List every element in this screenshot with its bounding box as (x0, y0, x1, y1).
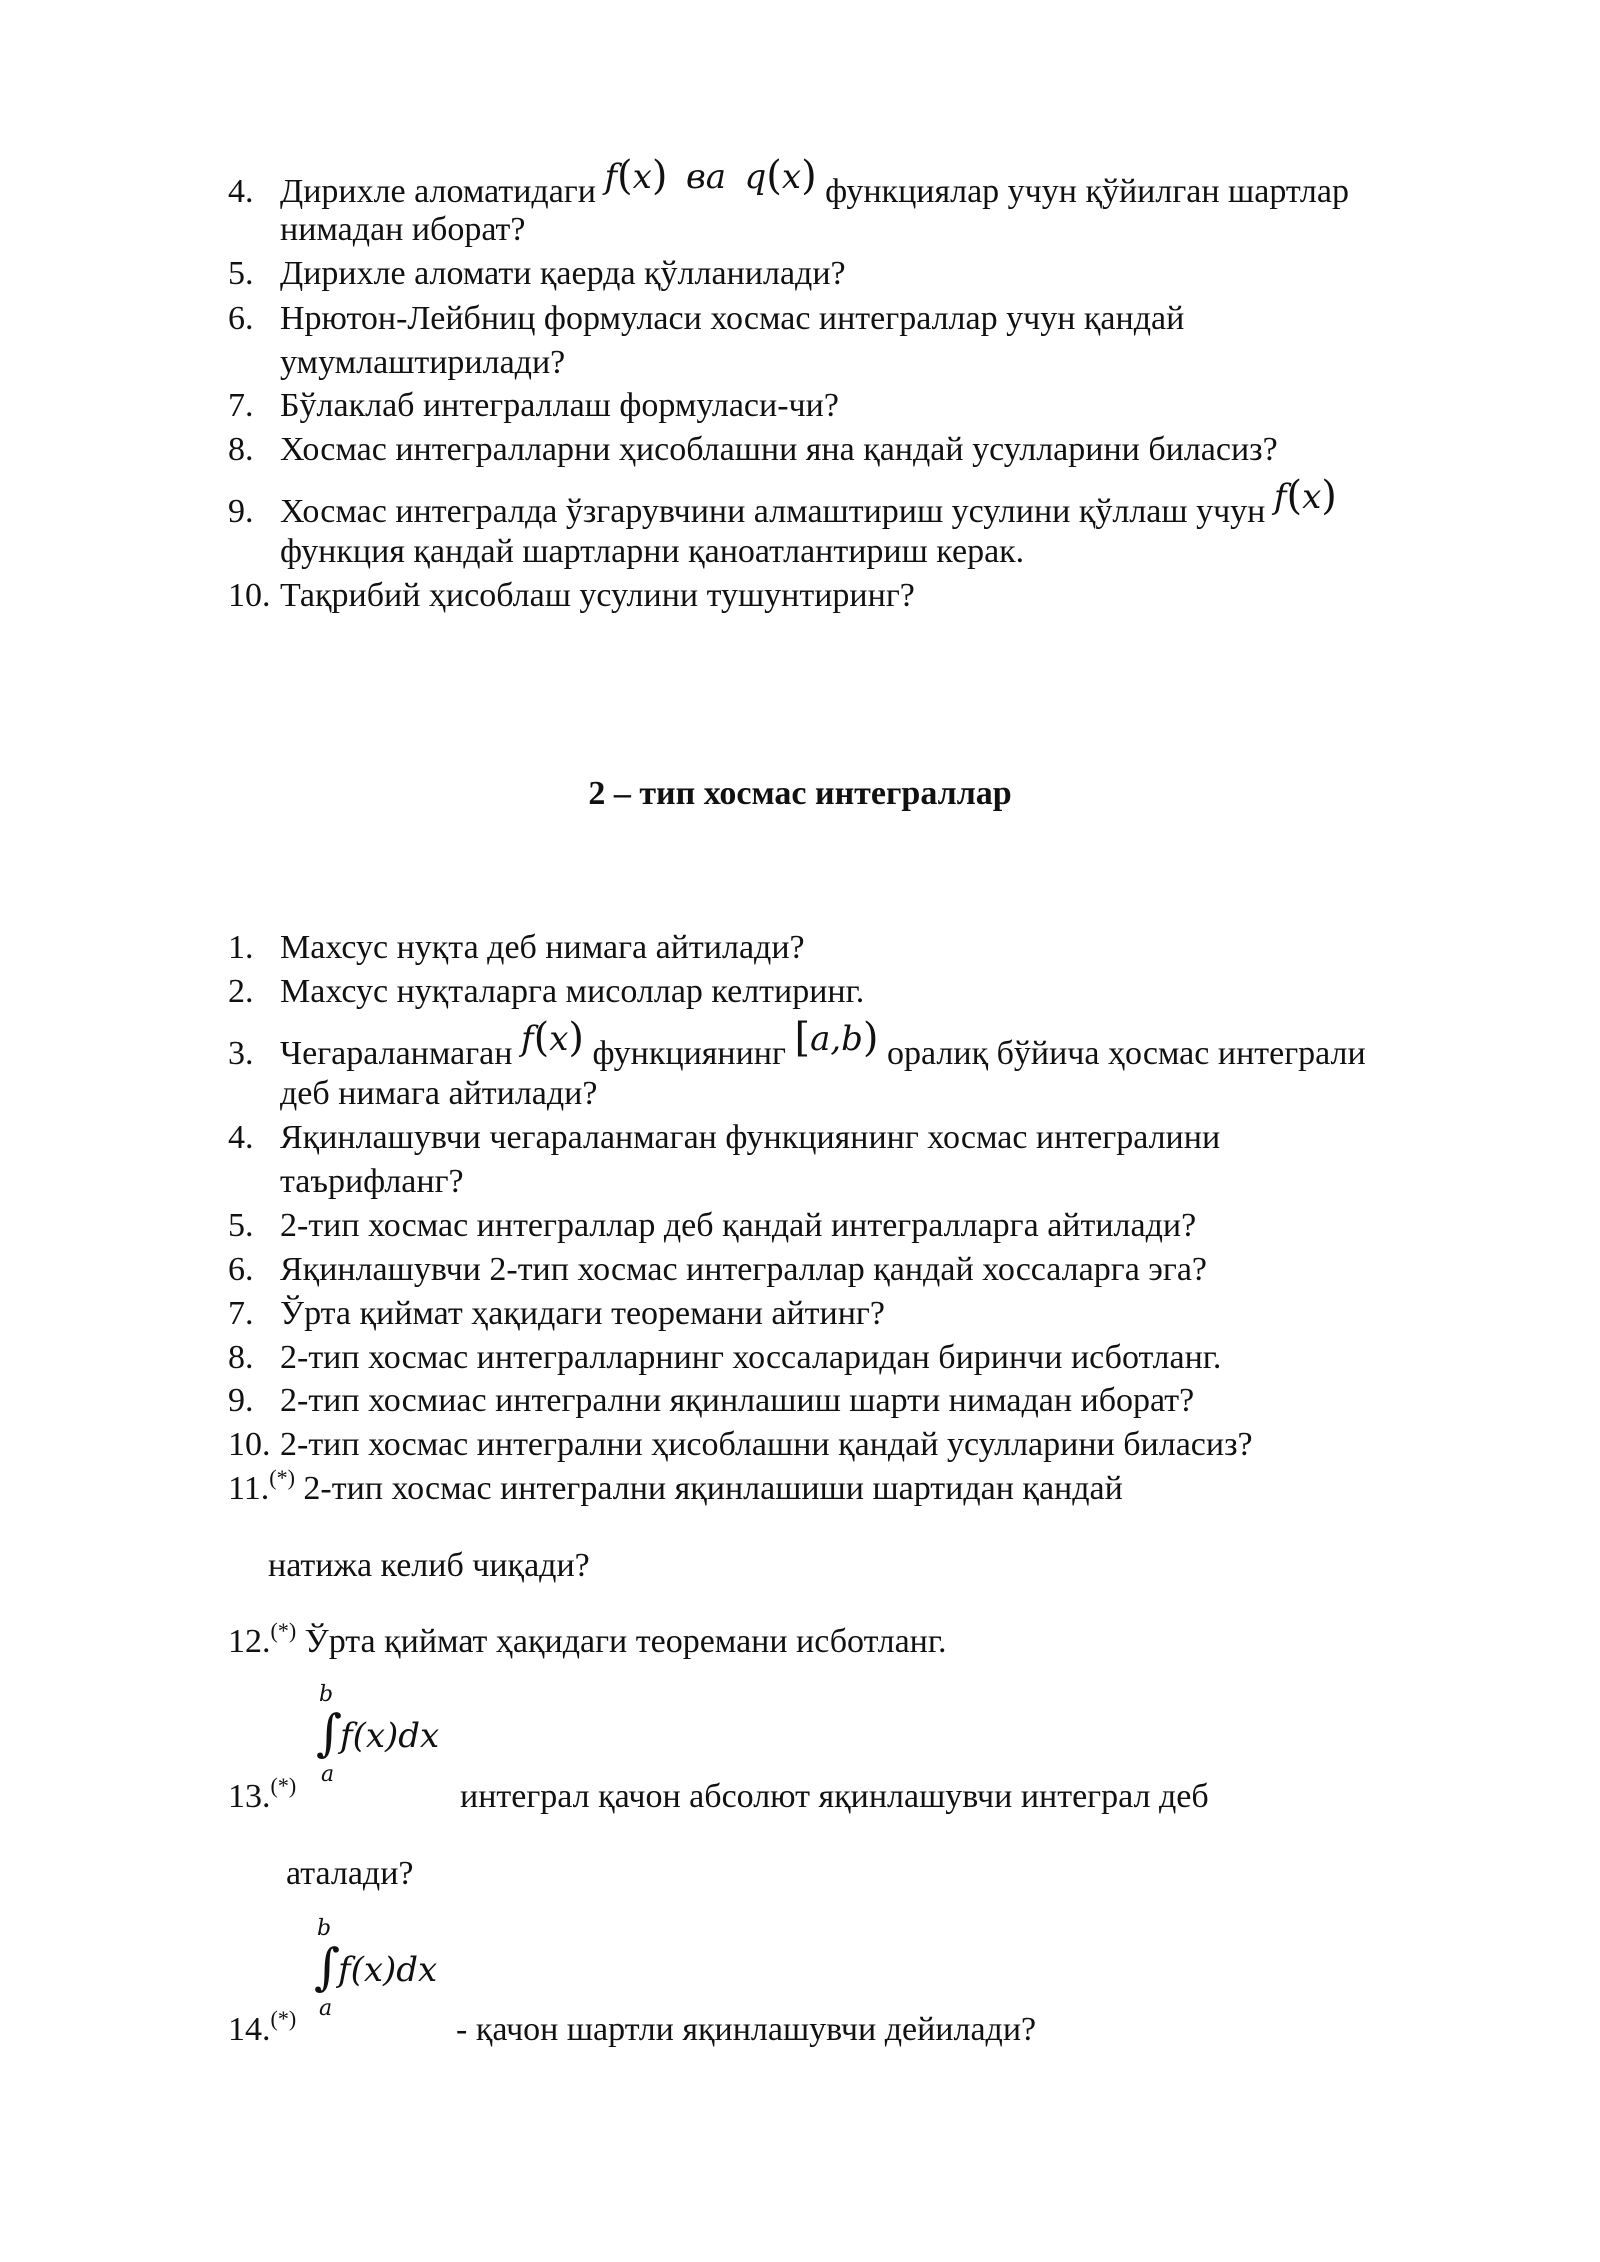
item-text-continued: функциялар учун қўйилган шартлар (825, 173, 1349, 210)
item-number: 7. (228, 387, 254, 424)
item-text: 2-тип хосмас интегрални ҳисоблашни қандай усулларини биласиз? (280, 1426, 1253, 1463)
upper-bound: b (319, 1682, 334, 1707)
item-text: 2-тип хосмас интегрални яқинлашиши шартидан қандай (303, 1470, 1123, 1507)
item-continuation: деб нимага айтилади? (280, 1075, 598, 1112)
math-f-of-x: f(x) (520, 1015, 584, 1061)
star-marker: (*) (269, 1465, 295, 1490)
list-item-s2-6 (228, 1248, 1528, 1292)
star-marker: (*) (270, 1773, 297, 1798)
item-text: Нрютон-Лейбниц формуласи хосмас интеграллар учун қандай (280, 300, 1185, 337)
item-number: 6. (228, 300, 254, 337)
item-continuation: таърифланг? (280, 1163, 464, 1200)
item-text: 2-тип хосмиас интегрални яқинлашиш шарти нимадан иборат? (280, 1382, 1195, 1419)
list-item-s2-9 (228, 1379, 1528, 1423)
item-number: 9. (228, 1382, 254, 1419)
list-item-s2-3 (228, 1015, 1528, 1076)
lower-bound: a (319, 1996, 333, 2021)
item-text: 2-тип хосмас интеграллар деб қандай интегралларга айтилади? (280, 1207, 1197, 1244)
list-item-s2-4 (228, 1116, 1528, 1160)
item-text: Тақрибий ҳисоблаш усулини тушунтиринг? (280, 577, 915, 614)
item-continuation: нимадан иборат? (280, 211, 526, 248)
item-text: Махсус нуқталарга мисоллар келтиринг. (280, 973, 865, 1010)
item-number: 14. (228, 2011, 271, 2048)
section-heading: 2 – тип хосмас интеграллар (588, 775, 1012, 812)
item-text: Ўрта қиймат ҳақидаги теоремани айтинг? (280, 1295, 885, 1332)
item-text: Яқинлашувчи 2-тип хосмас интеграллар қандай хоссаларга эга? (280, 1251, 1207, 1288)
star-marker: (*) (270, 1618, 297, 1643)
item-continuation: натижа келиб чиқади? (268, 1547, 590, 1584)
item-number: 1. (228, 929, 254, 966)
item-text: Ўрта қиймат ҳақидаги теоремани исботланг. (304, 1623, 947, 1660)
item-text: Дирихле аломатидаги (280, 173, 596, 210)
list-item-s2-11 (228, 1467, 1528, 1511)
integral-sign-icon: ∫ (316, 1704, 343, 1762)
item-number: 5. (228, 255, 254, 292)
item-number: 5. (228, 1207, 254, 1244)
list-item-s2-12 (228, 1620, 1528, 1664)
math-f-of-x: f(x) (604, 153, 668, 199)
item-continuation: умумлаштирилади? (280, 344, 566, 381)
item-continuation: функция қандай шартларни қаноатлантириш керак. (280, 533, 1025, 570)
item-text-mid: функциянинг (592, 1035, 786, 1072)
math-connector: ва (685, 157, 726, 197)
integrand: f(x)dx (340, 1716, 440, 1756)
list-item-s2-1 (228, 926, 1528, 970)
item-text: Дирихле аломати қаерда қўлланилади? (280, 255, 846, 292)
list-item-s1-6 (228, 297, 1528, 341)
item-text: Махсус нуқта деб нимага айтилади? (280, 929, 805, 966)
item-number: 13. (228, 1778, 271, 1815)
list-item-s1-9 (228, 473, 1528, 534)
math-f-of-x: f(x) (1273, 473, 1337, 519)
item-number: 3. (228, 1035, 254, 1072)
item-number: 8. (228, 1339, 254, 1376)
lower-bound: a (321, 1762, 335, 1787)
item-number: 7. (228, 1295, 254, 1332)
item-text: Бўлаклаб интеграллаш формуласи-чи? (280, 387, 839, 424)
item-text: 2-тип хосмас интегралларнинг хоссаларидан биринчи исботланг. (280, 1339, 1222, 1376)
item-text: Хосмас интегралларни ҳисоблашни яна қандай усулларини биласиз? (280, 431, 1278, 468)
list-item-s1-7 (228, 384, 1528, 428)
list-item-s2-8 (228, 1336, 1528, 1380)
item-number: 12. (228, 1623, 271, 1660)
item-text: Яқинлашувчи чегараланмаган функциянинг хосмас интегралини (280, 1119, 1221, 1156)
item-number: 6. (228, 1251, 254, 1288)
item-number: 8. (228, 431, 254, 468)
item-text-continued: оралиқ бўйича ҳосмас интеграли (887, 1035, 1366, 1072)
list-item-s2-5 (228, 1204, 1528, 1248)
list-item-s1-10 (228, 574, 1528, 618)
integral-sign-icon: ∫ (314, 1938, 341, 1996)
item-continuation: аталади? (286, 1855, 414, 1892)
list-item-s2-2 (228, 970, 1528, 1014)
item-text: Чегараланмаган (280, 1035, 513, 1072)
item-text: - қачон шартли яқинлашувчи дейилади? (456, 2011, 1037, 2048)
math-q-of-x: q(x) (744, 153, 817, 199)
star-marker: (*) (270, 2006, 297, 2031)
item-number: 11. (228, 1470, 270, 1507)
item-number: 2. (228, 973, 254, 1010)
item-number: 10. (228, 1426, 271, 1463)
item-text: Хосмас интегралда ўзгарувчини алмаштириш усулини қўллаш учун (280, 493, 1266, 530)
integrand: f(x)dx (338, 1950, 438, 1990)
item-number: 10. (228, 577, 271, 614)
item-number: 4. (228, 1119, 254, 1156)
upper-bound: b (317, 1916, 332, 1941)
item-number: 4. (228, 173, 254, 210)
list-item-s2-7 (228, 1292, 1528, 1336)
list-item-s1-5 (228, 252, 1528, 296)
item-text: интеграл қачон абсолют яқинлашувчи интеграл деб (460, 1778, 1209, 1815)
math-interval: [a,b) (794, 1015, 879, 1061)
list-item-s2-10 (228, 1423, 1528, 1467)
item-number: 9. (228, 493, 254, 530)
list-item-s1-8 (228, 428, 1528, 472)
